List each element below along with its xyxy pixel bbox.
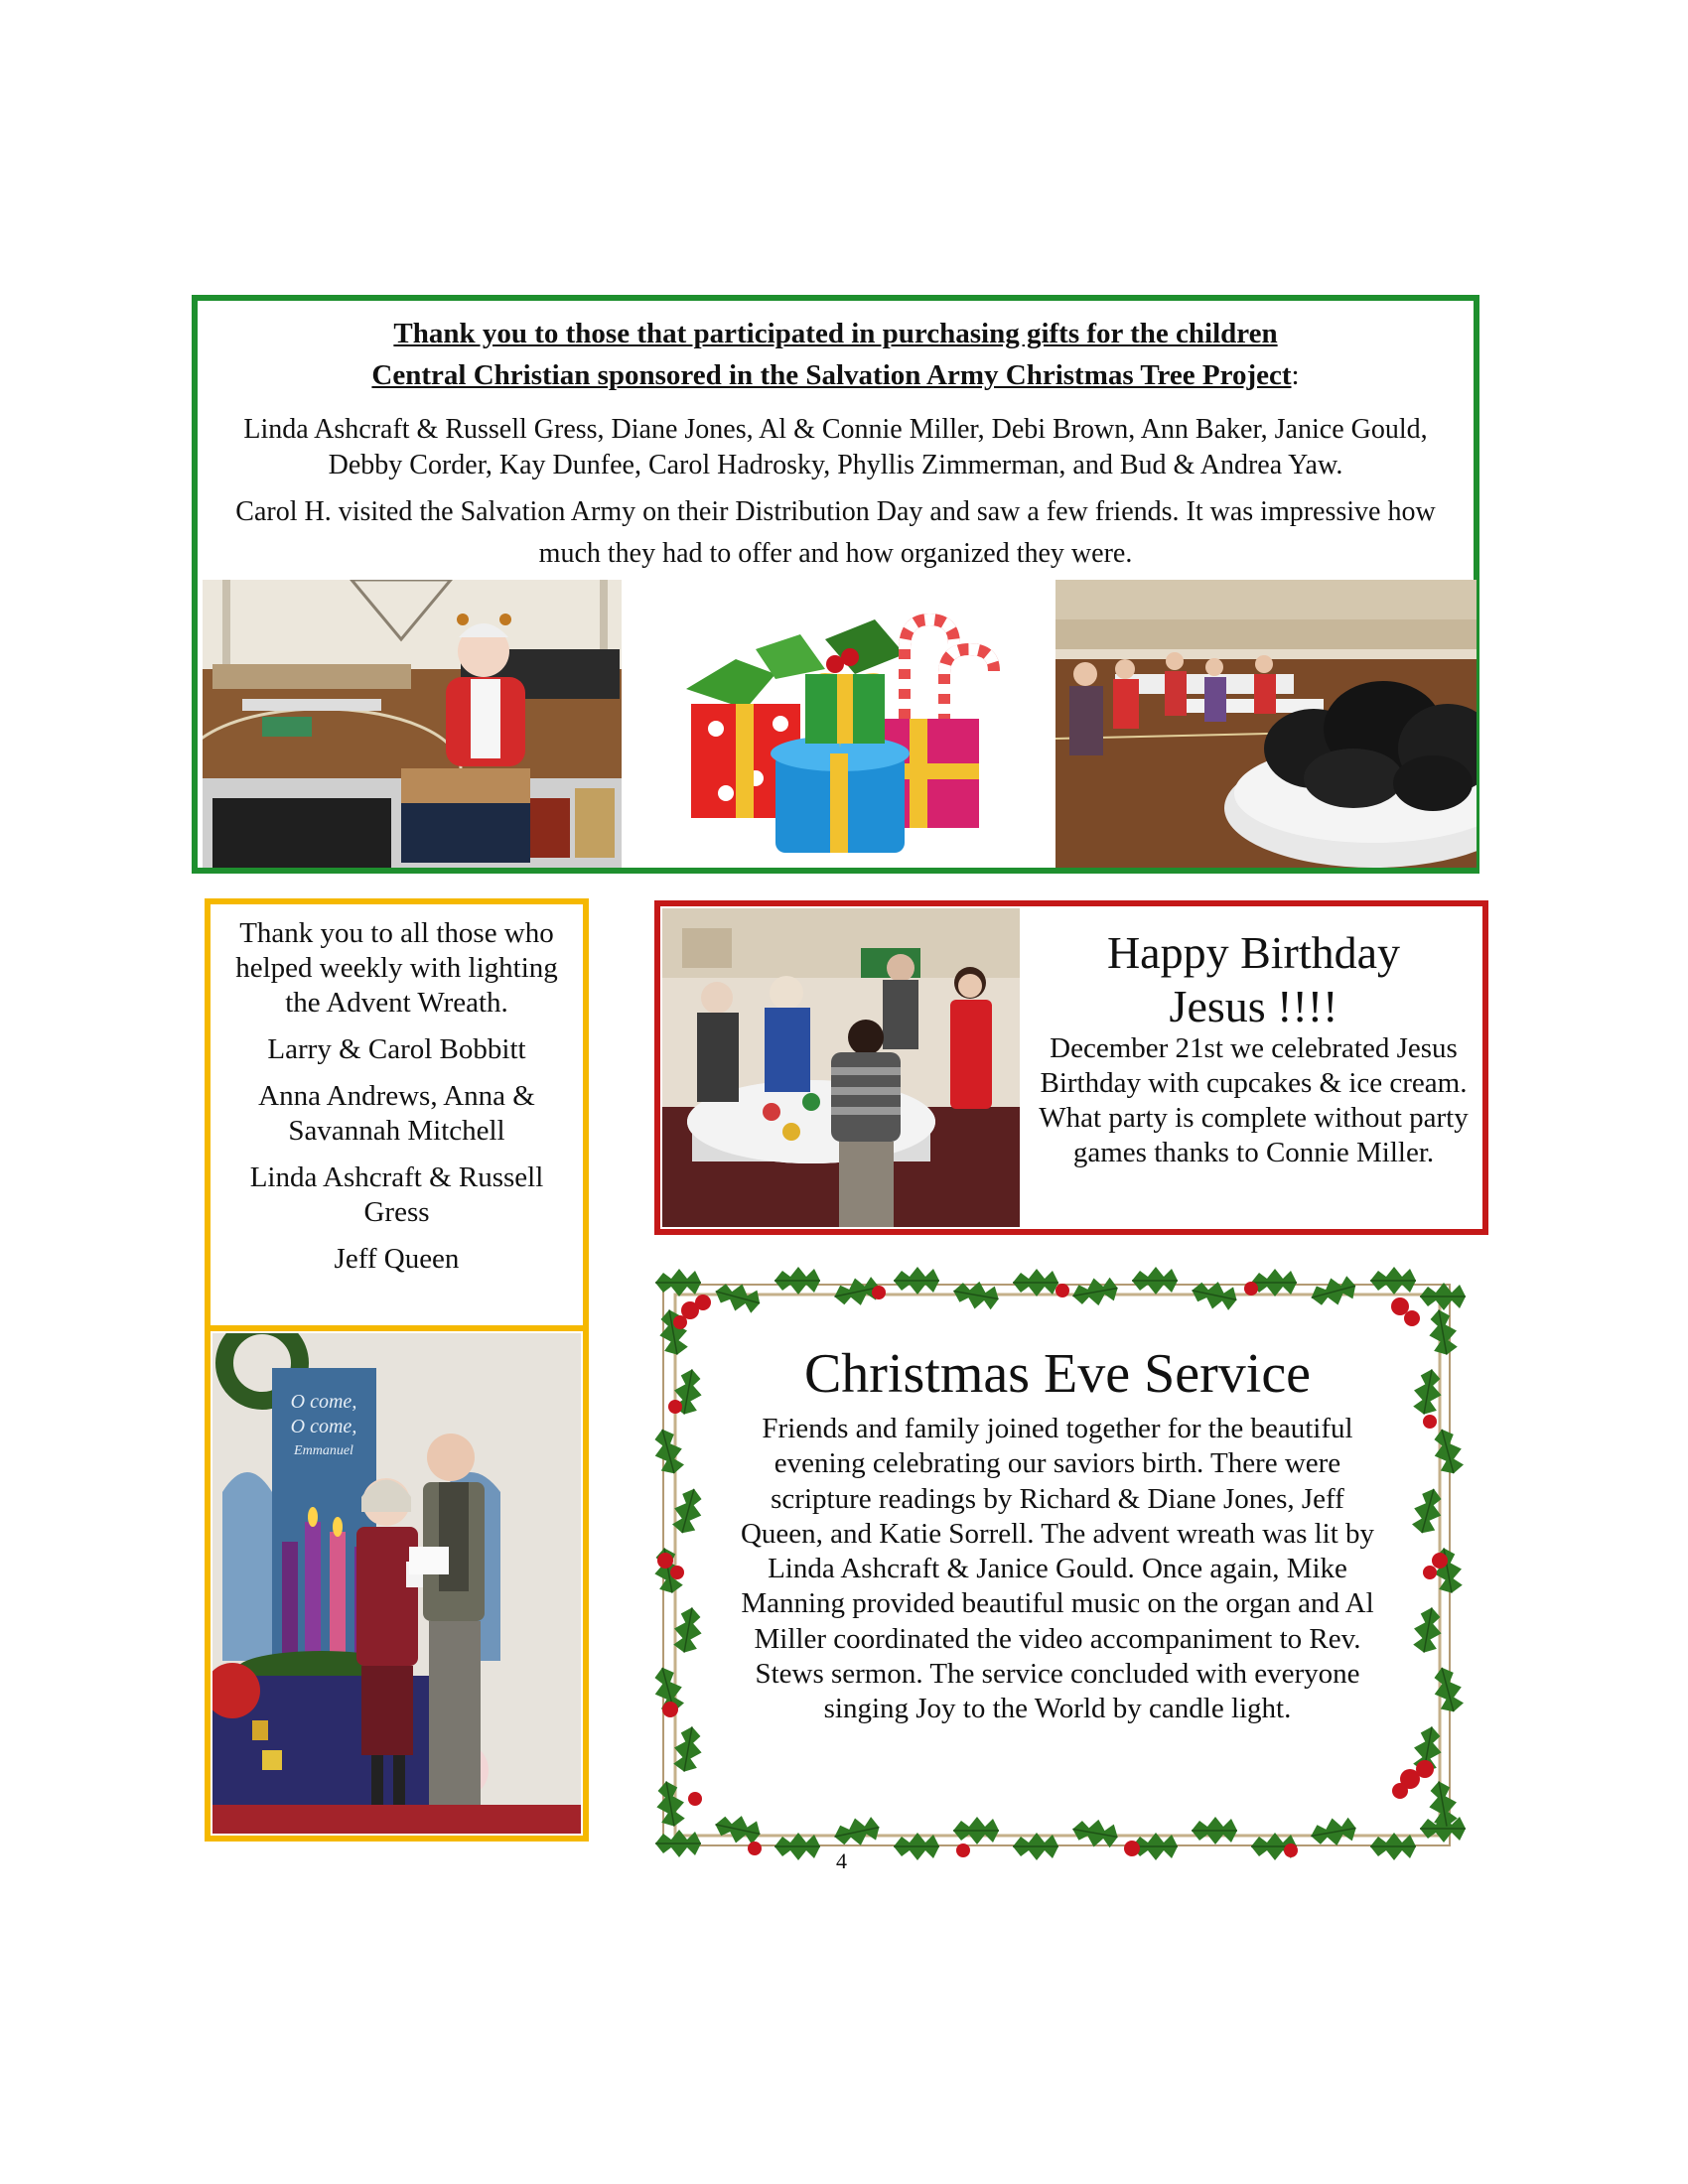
advent-helper: Larry & Carol Bobbitt [267,1033,526,1065]
gift-heading-line2: Central Christian sponsored in the Salvation Army Christmas Tree Project [371,359,1292,391]
advent-photo-box [205,1325,589,1842]
gift-clipart [627,580,1052,868]
gift-heading-suffix: : [1291,359,1300,391]
banner-text-3: Emmanuel [294,1443,353,1458]
christmas-eve-frame [635,1263,1479,1866]
birthday-title-line2: Jesus !!!! [1169,981,1338,1031]
birthday-title [1028,926,1479,1033]
advent-helper: Jeff Queen [334,1243,460,1275]
gift-thanks-box [192,295,1479,874]
banner-text-2: O come, [290,1416,357,1437]
birthday-body: December 21st we celebrated Jesus Birthday with cupcakes & ice cream. What party is complete without party games thanks to Connie Miller. [1039,1032,1469,1168]
gift-heading-line1: Thank you to those that participated in purchasing gifts for the children [393,318,1278,349]
advent-text [218,916,575,1289]
page-number: 4 [836,1848,847,1873]
christmas-eve-body: Friends and family joined together for the beautiful evening celebrating our saviors birth. There were scripture readings by Richard & Diane Jones, Jeff Queen, and Katie Sorrell. The advent wreath was lit by Linda Ashcraft & Janice Gould. Once again, Mike Manning provided beautiful music on the organ and Al Miller coordinated the video accompaniment to Rev. Stews sermon. The service concluded with everyone singing Joy to the World by candle light. [740,1413,1375,1725]
advent-thanks-box [205,898,589,1331]
birthday-box [654,900,1488,1235]
photo-birthday-party [662,908,1020,1227]
birthday-title-line1: Happy Birthday [1106,927,1401,978]
advent-candle [282,1542,298,1661]
advent-helper: Linda Ashcraft & Russell Gress [249,1161,544,1228]
gift-donor-names: Linda Ashcraft & Russell Gress, Diane Jones, Al & Connie Miller, Debi Brown, Ann Baker, Janice Gould, Debby Corder, Kay Dunfee, Carol Hadrosky, Phyllis Zimmerman, and Bud & Andrea Yaw. [243,414,1428,480]
advent-intro: Thank you to all those who helped weekly with lighting the Advent Wreath. [235,917,558,1019]
banner-text-1: O come, [290,1391,357,1413]
christmas-eve-title: Christmas Eve Service [803,1343,1312,1405]
photo-volunteer-distribution [203,580,622,868]
gift-visit-note: Carol H. visited the Salvation Army on their Distribution Day and saw a few friends. It was impressive how much they had to offer and how organized they were. [235,496,1436,569]
photo-advent-wreath-lighting [212,1333,581,1834]
advent-helper: Anna Andrews, Anna & Savannah Mitchell [258,1080,535,1147]
gift-heading [198,313,1474,396]
photo-distribution-hall [1055,580,1477,868]
